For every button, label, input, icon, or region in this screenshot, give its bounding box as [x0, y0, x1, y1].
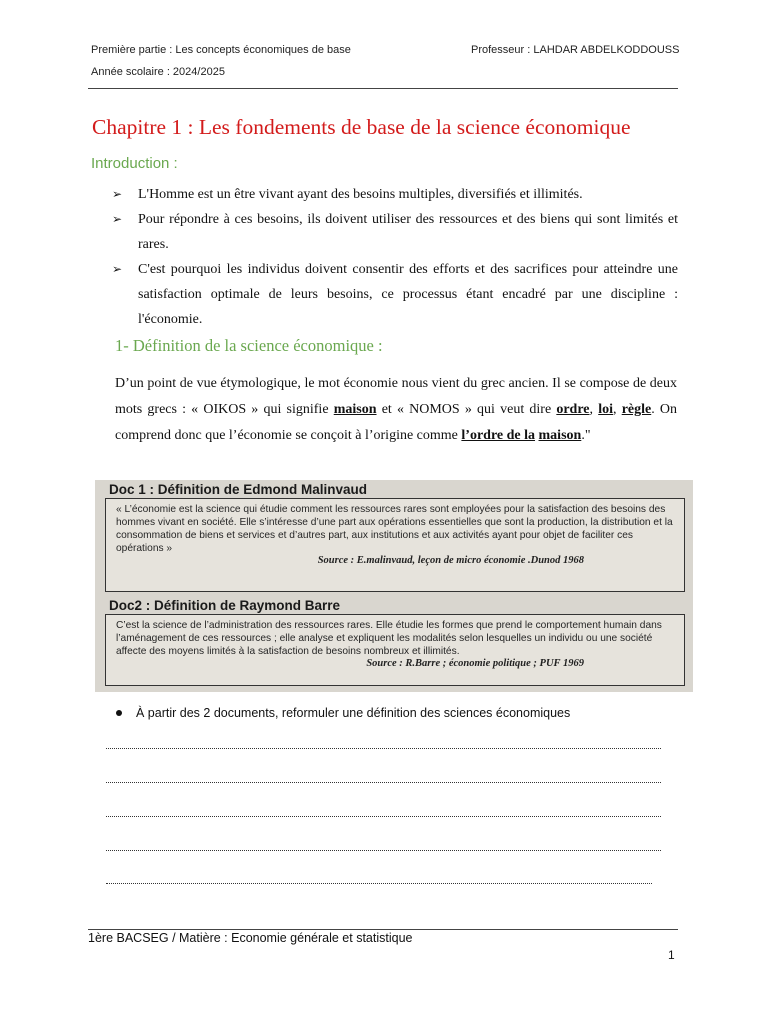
keyword-ordre-maison: l’ordre de la	[461, 428, 536, 443]
arrow-bullet-icon: ➢	[112, 262, 123, 276]
keyword-loi: loi	[598, 402, 613, 417]
introduction-heading: Introduction :	[91, 155, 178, 172]
doc2-text: C’est la science de l’administration des ressources rares. Elle étudie les formes que prend le comportement humain dans l’aménagement de ces ressources ; elle analyse et expliquent les modalités selon lesquelles un individu ou une société affecte des moyens limités à la satisfaction de besoins nombreux et illimités.	[116, 620, 662, 657]
keyword-ordre: ordre	[556, 402, 590, 417]
arrow-bullet-icon: ➢	[112, 212, 123, 226]
answer-line[interactable]	[106, 816, 661, 817]
introduction-list	[112, 182, 678, 332]
etymology-paragraph: D’un point de vue étymologique, le mot économie nous vient du grec ancien. Il se compose de deux mots grecs : « OIKOS » qui signifie maison et « NOMOS » qui veut dire ordre, loi, règle. On comprend donc que l’économie se conçoit à l’origine comme l’ordre de la maison."	[115, 376, 678, 443]
doc1-text: « L’économie est la science qui étudie comment les ressources rares sont employées pour la satisfaction des besoins des hommes vivant en société. Elle s’intéresse d’une part aux opérations essentielles que sont la production, la distribution et la consommation de biens et services et d’autres part, aux institutions et aux activités ayant pour objet de faciliter ces opérations »	[116, 504, 673, 554]
header-school-year: Année scolaire : 2024/2025	[91, 66, 225, 78]
question: À partir des 2 documents, reformuler une définition des sciences économiques	[116, 706, 570, 720]
answer-line[interactable]	[106, 782, 661, 783]
doc1-box	[105, 498, 685, 592]
footer-rule	[88, 929, 678, 930]
keyword-maison-end: maison	[538, 428, 582, 443]
keyword-maison: maison	[333, 402, 377, 417]
documents-photo	[95, 480, 693, 692]
arrow-bullet-icon: ➢	[112, 187, 123, 201]
doc1-title: Doc 1 : Définition de Edmond Malinvaud	[109, 482, 368, 497]
keyword-regle: règle	[621, 402, 652, 417]
header-teacher: Professeur : LAHDAR ABDELKODDOUSS	[471, 44, 680, 56]
list-item: ➢ Pour répondre à ces besoins, ils doivent utiliser des ressources et des biens qui sont limités et rares.	[112, 207, 678, 257]
answer-line[interactable]	[106, 850, 661, 851]
list-item: ➢ L'Homme est un être vivant ayant des besoins multiples, diversifiés et illimités.	[112, 182, 678, 207]
chapter-title: Chapitre 1 : Les fondements de base de la science économique	[92, 115, 631, 139]
answer-line[interactable]	[106, 748, 661, 749]
list-item: ➢ C'est pourquoi les individus doivent consentir des efforts et des sacrifices pour atteindre une satisfaction optimale de leurs besoins, ce processus étant encadré par une discipline : l'économie.	[112, 257, 678, 332]
header-rule	[88, 88, 678, 89]
header-part: Première partie : Les concepts économiques de base	[91, 44, 351, 56]
section-heading: 1- Définition de la science économique :	[115, 336, 383, 355]
doc2-source: Source : R.Barre ; économie politique ; PUF 1969	[366, 658, 584, 669]
page-number: 1	[668, 948, 675, 962]
doc2-title: Doc2 : Définition de Raymond Barre	[109, 598, 341, 613]
answer-line[interactable]	[106, 883, 652, 884]
footer-text: 1ère BACSEG / Matière : Economie générale et statistique	[88, 931, 413, 945]
doc2-box	[105, 614, 685, 686]
bullet-dot-icon	[116, 710, 122, 716]
doc1-source: Source : E.malinvaud, leçon de micro économie .Dunod 1968	[317, 555, 584, 566]
